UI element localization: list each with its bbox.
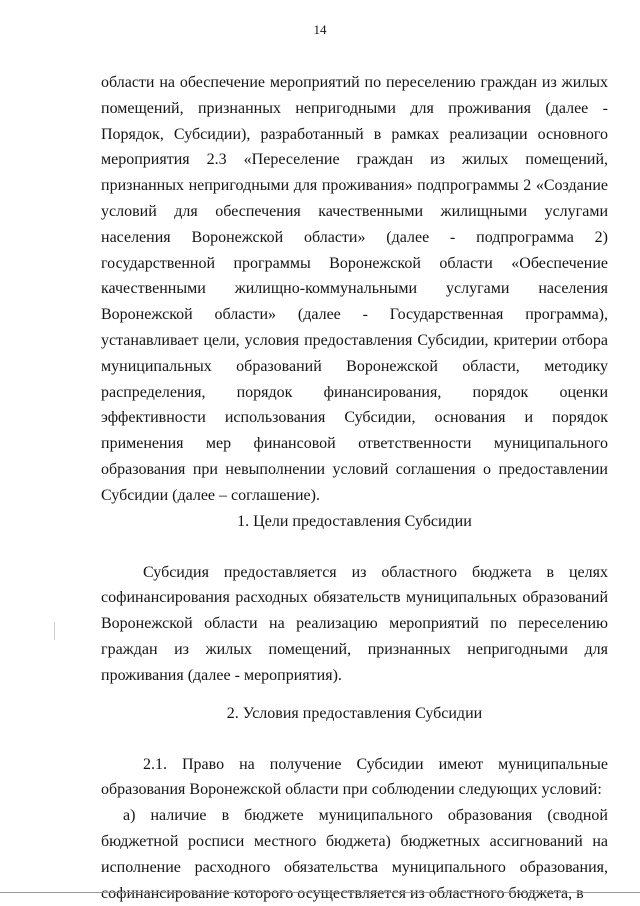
spacer <box>101 689 608 701</box>
section-2-paragraph-2-1: 2.1. Право на получение Субсидии имеют муниципальные образования Воронежской области при соблюдении следующих условий: <box>101 755 608 799</box>
section-1-paragraph: Субсидия предоставляется из областного бюджета в целях софинансирования расходных обязательств муниципальных образований Воронежской области на реализацию мероприятий по переселению граждан из жилых помещений, признанных непригодными для проживания (далее - мероприятия). <box>101 563 608 684</box>
page-number: 14 <box>313 22 327 37</box>
bottom-rule <box>0 892 640 893</box>
spacer <box>101 727 608 752</box>
section-2-item-a: а) наличие в бюджете муниципального образования (сводной бюджетной росписи местного бюджета) бюджетных ассигнований на исполнение расходного обязательства муниципального образования, софинансирование которого осуществляется из областного бюджета, в <box>101 807 608 902</box>
margin-mark <box>54 622 55 640</box>
section-2-heading: 2. Условия предоставления Субсидии <box>226 704 483 722</box>
document-body <box>101 70 608 906</box>
section-1-heading: 1. Цели предоставления Субсидии <box>237 512 472 530</box>
spacer <box>101 535 608 560</box>
intro-paragraph: области на обеспечение мероприятий по переселению граждан из жилых помещений, признанных непригодными для проживания (далее - Порядок, Субсидии), разработанный в рамках реализации основного мероприятия 2.3 «Переселение граждан из жилых помещений, признанных непригодными для проживания» подпрограммы 2 «Создание условий для обеспечения качественными жилищными услугами населения Воронежской области» (далее - подпрограмма 2) государственной программы Воронежской области «Обеспечение качественными жилищно-коммунальными услугами населения Воронежской области» (далее - Государственная программа), устанавливает цели, условия предоставления Субсидии, критерии отбора муниципальных образований Воронежской области, методику распределения, порядок финансирования, порядок оценки эффективности использования Субсидии, основания и порядок применения мер финансовой ответственности муниципального образования при невыполнении условий соглашения о предоставлении Субсидии (далее – соглашение). <box>101 74 608 504</box>
